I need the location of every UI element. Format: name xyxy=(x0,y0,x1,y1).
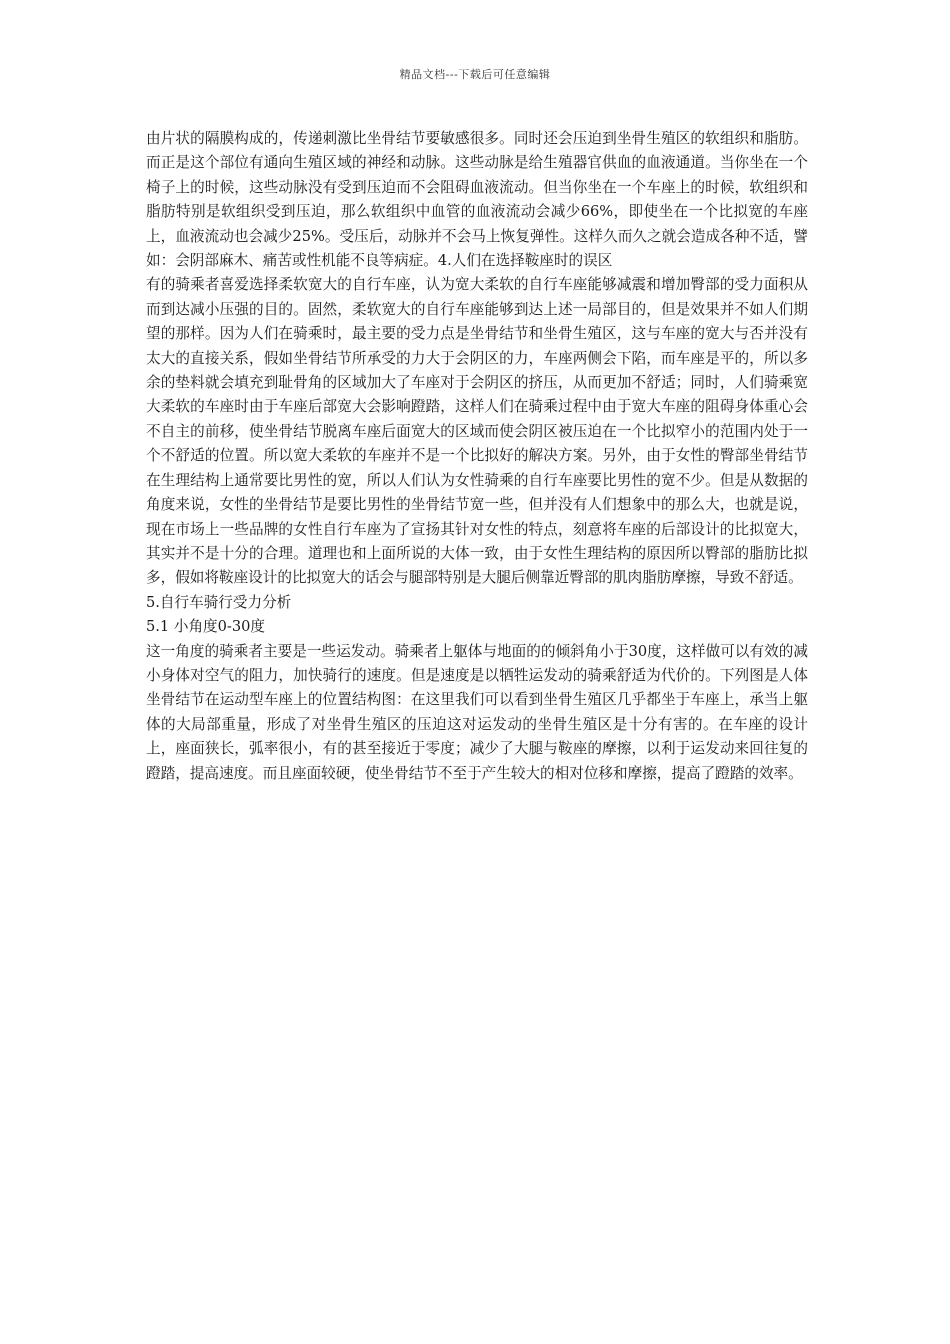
paragraph: 这一角度的骑乘者主要是一些运发动。骑乘者上躯体与地面的的倾斜角小于30度，这样做可以有效的减小身体对空气的阻力，加快骑行的速度。但是速度是以牺牲运发动的骑乘舒适为代价的。下列图是人体坐骨结节在运动型车座上的位置结构图：在这里我们可以看到坐骨生殖区几乎都坐于车座上，承当上躯体的大局部重量，形成了对坐骨生殖区的压迫这对运发动的坐骨生殖区是十分有害的。在车座的设计上，座面狭长，弧率很小，有的甚至接近于零度；减少了大腿与鞍座的摩擦，以利于运发动来回往复的蹬踏，提高速度。而且座面较硬，使坐骨结节不至于产生较大的相对位移和摩擦，提高了蹬踏的效率。 xyxy=(146,642,808,782)
subsection-heading: 5.1 小角度0-30度 xyxy=(146,618,266,636)
section-heading: 5.自行车骑行受力分析 xyxy=(146,593,292,611)
document-body xyxy=(146,127,808,786)
paragraph: 由片状的隔膜构成的，传递刺激比坐骨结节要敏感很多。同时还会压迫到坐骨生殖区的软组织和脂肪。而正是这个部位有通向生殖区域的神经和动脉。这些动脉是给生殖器官供血的血液通道。当你坐在一个椅子上的时候，这些动脉没有受到压迫而不会阻碍血液流动。但当你坐在一个车座上的时候，软组织和脂肪特别是软组织受到压迫，那么软组织中血管的血液流动会减少66%，即使坐在一个比拟宽的车座上，血液流动也会减少25%。受压后，动脉并不会马上恢复弹性。这样久而久之就会造成各种不适，譬如：会阴部麻木、痛苦或性机能不良等病症。4.人们在选择鞍座时的误区 xyxy=(146,130,808,270)
page-header: 精品文档---下载后可任意编辑 xyxy=(399,68,551,81)
paragraph: 有的骑乘者喜爱选择柔软宽大的自行车座，认为宽大柔软的自行车座能够减震和增加臀部的受力面积从而到达减小压强的目的。固然，柔软宽大的自行车座能够到达上述一局部目的，但是效果并不如人们期望的那样。因为人们在骑乘时，最主要的受力点是坐骨结节和坐骨生殖区，这与车座的宽大与否并没有太大的直接关系，假如坐骨结节所承受的力大于会阴区的力，车座两侧会下陷，而车座是平的，所以多余的垫料就会填充到耻骨角的区域加大了车座对于会阴区的挤压，从而更加不舒适；同时，人们骑乘宽大柔软的车座时由于车座后部宽大会影响蹬踏，这样人们在骑乘过程中由于宽大车座的阻碍身体重心会不自主的前移，使坐骨结节脱离车座后面宽大的区域而使会阴区被压迫在一个比拟窄小的范围内处于一个不舒适的位置。所以宽大柔软的车座并不是一个比拟好的解决方案。另外，由于女性的臀部坐骨结节在生理结构上通常要比男性的宽，所以人们认为女性骑乘的自行车座要比男性的宽不少。但是从数据的角度来说，女性的坐骨结节是要比男性的坐骨结节宽一些，但并没有人们想象中的那么大，也就是说，现在市场上一些品牌的女性自行车座为了宣扬其针对女性的特点，刻意将车座的后部设计的比拟宽大，其实并不是十分的合理。道理也和上面所说的大体一致，由于女性生理结构的原因所以臀部的脂肪比拟多，假如将鞍座设计的比拟宽大的话会与腿部特别是大腿后侧靠近臀部的肌肉脂肪摩擦，导致不舒适。 xyxy=(146,276,808,587)
